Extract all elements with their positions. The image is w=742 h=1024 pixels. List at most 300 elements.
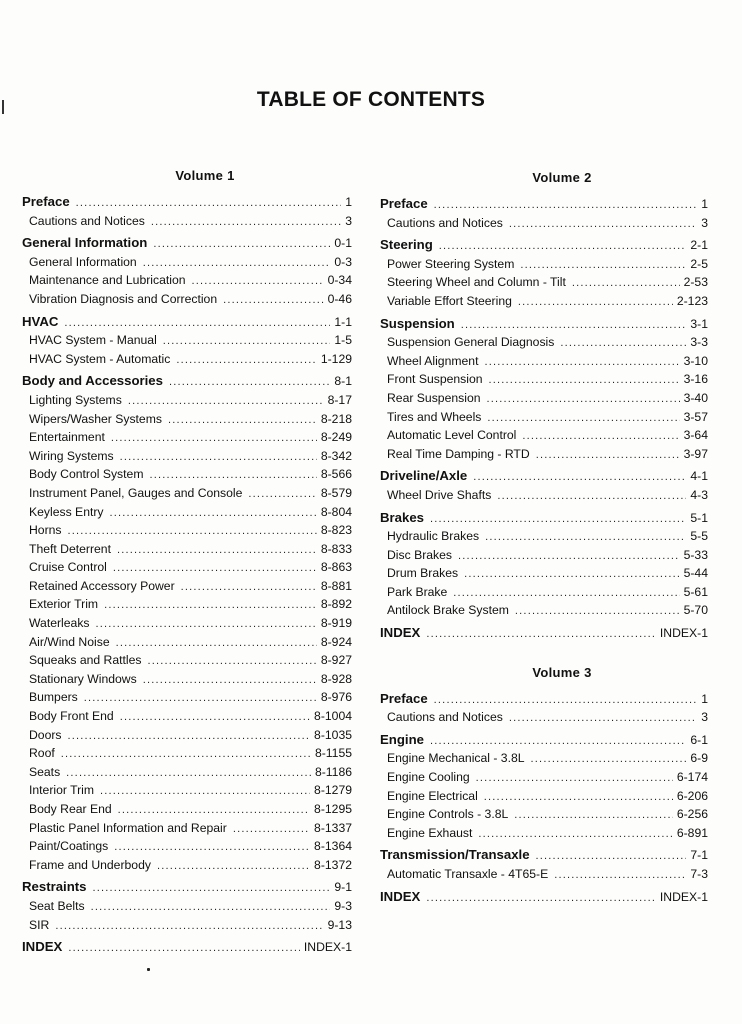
toc-section-heading [22,234,352,254]
toc-entry [22,764,352,783]
toc-entry-page: 6-256 [676,807,708,822]
toc-entry-page: 8-1372 [314,857,352,872]
toc-section-heading [380,315,708,335]
toc-entry [380,371,708,390]
toc-entry-label: Hydraulic Brakes [387,529,480,544]
toc-entry-label: HVAC System - Manual [29,333,157,348]
toc-entry-page: 6-206 [676,788,708,803]
toc-entry [380,334,708,353]
volume-2-3-column [380,170,708,910]
toc-entry-page: 5-5 [690,529,708,544]
dot-leader [143,672,317,690]
toc-section-heading-page: INDEX-1 [303,940,352,955]
toc-entry [380,750,708,769]
toc-entry [22,429,352,448]
dot-leader [520,257,686,275]
toc-section-heading-label: INDEX [380,888,421,904]
toc-section-heading [380,467,708,487]
toc-entry [22,596,352,615]
toc-section-heading [22,313,352,333]
toc-entry-page: 8-976 [320,690,352,705]
toc-entry [22,801,352,820]
dot-leader [118,802,310,820]
toc-section-heading-label: Body and Accessories [22,373,163,389]
toc-entry-label: Real Time Damping - RTD [387,446,530,461]
toc-entry-label: Wiring Systems [29,448,114,463]
toc-entry [22,708,352,727]
toc-entry-page: 8-863 [320,560,352,575]
toc-entry-page: 3-40 [683,390,708,405]
toc-entry-label: Engine Cooling [387,770,470,785]
toc-section-heading [380,690,708,710]
toc-entry-page: 5-61 [683,584,708,599]
toc-section [380,690,708,728]
toc-entry-page: 8-1337 [314,820,352,835]
dot-leader [113,560,317,578]
toc-entry [380,806,708,825]
toc-entry [22,466,352,485]
dot-leader [68,940,300,958]
dot-leader [473,469,686,487]
toc-entry [380,602,708,621]
volume-1-list [22,193,352,958]
toc-entry-page: 5-33 [683,547,708,562]
dot-leader [76,195,342,213]
dot-leader [554,867,686,885]
toc-entry-page: 8-833 [320,541,352,556]
toc-section-heading-label: Suspension [380,315,455,331]
dot-leader [55,918,323,936]
toc-entry-label: Roof [29,746,55,761]
toc-entry-label: Park Brake [387,584,448,599]
toc-entry-page: 8-1364 [314,839,352,854]
toc-entry-label: Retained Accessory Power [29,578,175,593]
toc-entry [380,353,708,372]
toc-section-heading-label: Preface [22,194,70,209]
toc-entry-label: Air/Wind Noise [29,634,110,649]
toc-entry-page: 2-53 [683,275,708,290]
toc-section-heading [380,888,708,908]
toc-section [22,234,352,309]
toc-entry [22,522,352,541]
toc-entry-label: Wheel Drive Shafts [387,487,492,502]
toc-entry-page: 3-57 [683,409,708,424]
toc-entry-page: 3 [345,213,352,228]
toc-entry-page: 1-129 [320,351,352,366]
toc-section-heading-page: 2-1 [690,238,708,253]
toc-entry-label: Seat Belts [29,898,85,913]
toc-entry-label: Variable Effort Steering [387,293,512,308]
toc-section-heading-page: 5-1 [690,510,708,525]
dot-leader [147,653,316,671]
dot-leader [430,511,686,529]
dot-leader [120,449,317,467]
toc-entry-page: 1-5 [334,333,352,348]
toc-entry-page: 5-70 [683,603,708,618]
dot-leader [223,292,323,310]
toc-section-heading [380,731,708,751]
toc-entry-page: 2-123 [676,293,708,308]
toc-entry-page: 8-1295 [314,802,352,816]
toc-section-heading-page: 4-1 [690,469,708,484]
toc-entry [22,578,352,597]
toc-entry [22,504,352,523]
toc-section-heading [22,878,352,898]
toc-entry-page: 3-3 [690,335,708,350]
toc-section-heading-label: Engine [380,731,424,747]
toc-entry-page: 8-1279 [314,783,352,798]
dot-leader [536,447,680,465]
toc-entry-label: Waterleaks [29,616,90,631]
toc-entry [22,652,352,671]
toc-entry-label: Wheel Alignment [387,353,479,368]
toc-entry [380,528,708,547]
toc-section-heading-page: INDEX-1 [659,626,708,641]
toc-entry-label: Suspension General Diagnosis [387,335,555,350]
toc-entry-page: 9-13 [327,917,352,932]
toc-entry-page: 7-3 [690,867,708,881]
toc-entry [380,709,708,728]
toc-entry-label: Frame and Underbody [29,857,151,872]
toc-entry [22,448,352,467]
toc-entry-page: 0-34 [327,273,352,288]
toc-entry [380,427,708,446]
toc-entry [380,825,708,844]
toc-entry-page: 8-892 [320,597,352,612]
toc-entry [22,838,352,857]
dot-leader [168,412,317,430]
dot-leader [430,733,686,751]
toc-section-heading-label: Preface [380,196,428,211]
toc-entry-page: 8-919 [320,616,352,631]
toc-entry [380,487,708,506]
dot-leader [157,858,310,876]
dot-leader [484,354,679,372]
toc-section-heading-page: 1 [345,195,352,209]
toc-entry-page: 0-3 [334,254,352,269]
toc-entry-label: Automatic Transaxle - 4T65-E [387,867,549,881]
dot-leader [111,430,317,448]
toc-section-heading-page: 3-1 [690,316,708,331]
toc-entry-page: 8-1155 [314,746,352,761]
toc-entry [22,745,352,764]
dot-leader [439,238,687,256]
toc-entry-page: 8-566 [320,467,352,482]
dot-leader [116,635,317,653]
toc-section [22,193,352,231]
toc-entry [22,559,352,578]
volume-1-column [22,168,352,961]
toc-section [380,315,708,465]
toc-section-heading-label: INDEX [22,939,63,955]
toc-entry [380,274,708,293]
toc-entry-page: 8-881 [320,578,352,593]
toc-entry-page: 4-3 [690,487,708,502]
toc-section-heading-label: INDEX [380,625,421,641]
dot-leader [536,848,687,866]
toc-section-heading [22,372,352,392]
toc-section-heading-label: HVAC [22,313,59,329]
dot-leader [91,899,331,917]
toc-section [380,236,708,311]
toc-section-heading-page: INDEX-1 [659,889,708,904]
toc-entry-label: SIR [29,917,50,932]
dot-leader [464,566,679,584]
dot-leader [531,751,687,769]
dot-leader [120,709,310,727]
toc-entry-label: Stationary Windows [29,671,137,686]
toc-section-heading [380,624,708,644]
toc-entry-label: Automatic Level Control [387,428,517,443]
volume-3-list [380,690,708,908]
toc-entry [22,332,352,351]
dot-leader [110,505,317,523]
toc-entry [380,547,708,566]
dot-leader [572,275,680,293]
toc-entry [22,857,352,876]
toc-entry-page: 0-46 [327,291,352,306]
toc-section-heading-page: 8-1 [334,374,352,389]
toc-section-heading-page: 6-1 [690,732,708,747]
toc-entry-label: Vibration Diagnosis and Correction [29,291,218,306]
toc-section-heading-label: Preface [380,690,428,706]
toc-entry-label: Tires and Wheels [387,409,482,424]
toc-section-heading-page: 1 [701,197,708,211]
dot-leader [509,710,697,728]
toc-section [22,878,352,935]
dot-leader [192,273,324,291]
toc-entry-label: Wipers/Washer Systems [29,411,162,426]
toc-entry-label: Front Suspension [387,372,483,387]
toc-section-heading-label: Brakes [380,509,424,525]
toc-entry-page: 2-5 [690,256,708,271]
toc-entry [380,788,708,807]
toc-entry-label: Body Rear End [29,802,112,816]
toc-entry-label: Drum Brakes [387,566,459,581]
dot-leader [128,393,324,411]
toc-entry [22,615,352,634]
toc-entry-label: Cautions and Notices [29,213,145,228]
toc-entry-label: Plastic Panel Information and Repair [29,820,227,835]
dot-leader [181,579,317,597]
toc-entry-label: Engine Electrical [387,788,478,803]
dot-leader [426,626,656,644]
dot-leader [233,821,310,839]
toc-entry-page: 8-804 [320,504,352,519]
toc-entry [22,411,352,430]
toc-entry [22,782,352,801]
toc-section-heading-page: 1 [701,691,708,706]
dot-leader [151,214,341,232]
toc-section-heading-label: Steering [380,237,433,253]
toc-entry [22,689,352,708]
volume-2-title: Volume 2 [532,170,592,185]
toc-entry-label: Cruise Control [29,560,107,575]
dot-leader [518,294,673,312]
volume-3-title: Volume 3 [532,664,592,680]
toc-section-heading [22,938,352,958]
toc-entry [380,215,708,234]
dot-leader [149,467,316,485]
toc-entry-page: 3-16 [683,372,708,387]
toc-section-heading [22,193,352,213]
volume-2-list [380,195,708,644]
dot-leader [485,529,686,547]
toc-entry [22,254,352,273]
toc-section-heading-page: 9-1 [334,880,352,895]
toc-entry-label: Lighting Systems [29,392,122,407]
dot-leader [153,236,330,254]
dot-leader [61,746,311,764]
toc-entry-page: 6-891 [676,825,708,840]
toc-entry-page: 8-17 [327,392,352,407]
dot-leader [163,333,331,351]
dot-leader [104,597,317,615]
toc-section [380,888,708,908]
toc-entry-page: 6-9 [690,751,708,766]
toc-entry [380,866,708,885]
toc-entry-label: Maintenance and Lubrication [29,273,186,288]
toc-entry-label: Body Front End [29,709,114,724]
dot-leader [560,335,686,353]
toc-entry-label: Squeaks and Rattles [29,653,142,668]
toc-entry-page: 8-249 [320,430,352,445]
dot-leader [478,826,672,844]
toc-entry-page: 3 [701,215,708,230]
dot-leader [522,428,679,446]
toc-entry [380,409,708,428]
toc-entry-page: 8-1186 [314,764,352,779]
dot-leader [434,197,698,215]
dot-leader [68,728,311,746]
toc-entry [22,351,352,370]
toc-entry [22,671,352,690]
toc-entry-label: Keyless Entry [29,504,104,519]
toc-section [380,624,708,644]
dot-leader [509,216,697,234]
toc-entry-page: 5-44 [683,566,708,581]
toc-entry-page: 3 [701,710,708,725]
toc-entry [22,213,352,232]
dot-leader [514,807,673,825]
toc-entry-page: 3-97 [683,446,708,461]
toc-entry-page: 6-174 [676,770,708,785]
toc-entry-label: Seats [29,764,61,779]
toc-entry-page: 3-64 [683,428,708,443]
toc-section-heading-label: Driveline/Axle [380,468,468,484]
toc-entry-label: General Information [29,254,137,269]
toc-section [380,467,708,505]
dot-leader [84,690,317,708]
toc-section-heading-page: 1-1 [334,314,352,329]
dot-leader [484,789,673,807]
toc-section [380,731,708,844]
dot-leader [497,488,686,506]
toc-section-heading-page: 0-1 [334,236,352,251]
toc-entry [22,485,352,504]
dot-leader [100,783,310,801]
toc-entry-label: Cautions and Notices [387,710,503,725]
dot-leader [487,391,680,409]
toc-entry-label: Engine Mechanical - 3.8L [387,751,525,766]
toc-entry [22,917,352,936]
toc-section [22,938,352,958]
dot-leader [248,486,316,504]
dot-leader [143,255,331,273]
toc-entry [22,820,352,839]
toc-entry [22,634,352,653]
toc-entry-label: Power Steering System [387,256,515,271]
dot-leader [434,692,698,710]
toc-entry [22,898,352,917]
toc-entry [22,272,352,291]
toc-entry-label: Exterior Trim [29,597,99,612]
toc-entry-label: Body Control System [29,467,144,482]
dot-leader [96,616,317,634]
toc-entry [22,541,352,560]
toc-entry-label: Engine Controls - 3.8L [387,807,509,822]
toc-section [22,372,352,875]
dot-leader [64,315,330,333]
dot-leader [93,880,331,898]
dot-leader [461,317,687,335]
toc-section [380,509,708,622]
toc-entry-label: Disc Brakes [387,547,453,562]
toc-entry [380,769,708,788]
toc-entry-page: 8-579 [320,485,352,500]
toc-entry-page: 8-1004 [314,709,352,724]
toc-entry-label: Steering Wheel and Column - Tilt [387,275,566,290]
toc-section-heading-label: General Information [22,235,148,251]
dot-leader [117,542,317,560]
toc-entry-label: Rear Suspension [387,390,481,405]
toc-section [380,846,708,884]
toc-entry [380,256,708,275]
toc-entry-page: 8-927 [320,653,352,668]
toc-section-heading-label: Restraints [22,879,87,895]
toc-section-heading-label: Transmission/Transaxle [380,847,530,863]
dot-leader [176,352,317,370]
toc-entry-label: Paint/Coatings [29,839,109,854]
toc-section-heading [380,846,708,866]
dot-leader [114,839,310,857]
toc-entry [380,390,708,409]
dot-leader [489,372,680,390]
toc-entry [22,392,352,411]
toc-entry [22,291,352,310]
dot-leader [68,523,317,541]
toc-entry [380,584,708,603]
toc-entry-label: Doors [29,727,62,742]
dot-leader [476,770,673,788]
toc-entry-label: Horns [29,523,62,538]
dot-leader [487,410,679,428]
toc-entry-label: Theft Deterrent [29,541,111,556]
scan-speck [147,968,150,971]
dot-leader [453,585,679,603]
toc-entry-page: 8-1035 [314,727,352,742]
toc-entry-label: Engine Exhaust [387,825,473,840]
toc-section-heading [380,195,708,215]
dot-leader [426,890,656,908]
toc-entry-label: Interior Trim [29,783,95,798]
toc-entry [380,565,708,584]
toc-entry [380,293,708,312]
toc-entry-label: Bumpers [29,690,78,705]
toc-entry-label: HVAC System - Automatic [29,351,171,366]
toc-entry-page: 8-928 [320,671,352,686]
toc-entry [22,727,352,746]
